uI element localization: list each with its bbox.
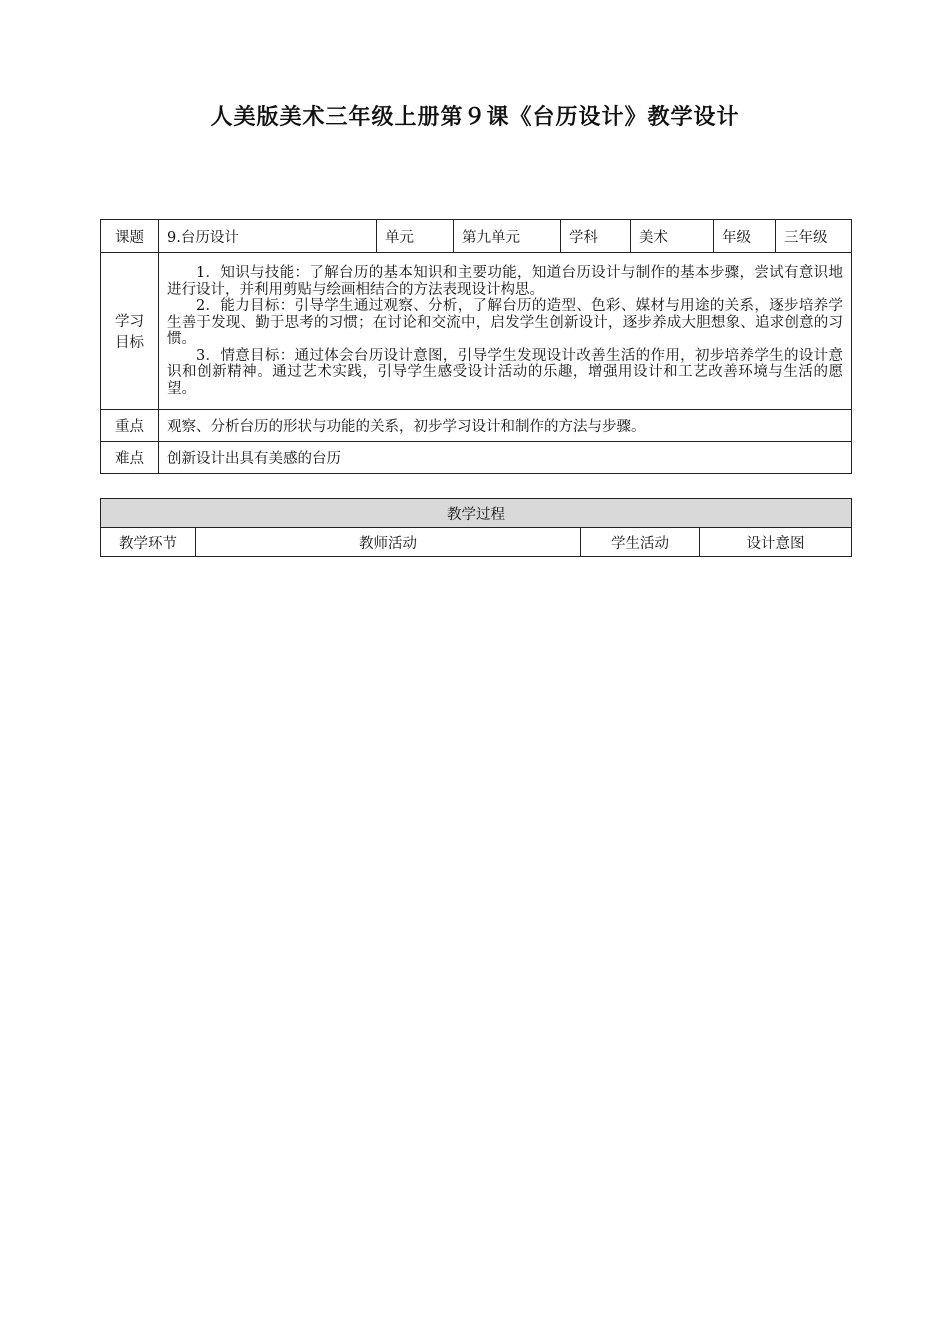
- lesson-label: 课题: [101, 220, 159, 253]
- column-design-intent: 设计意图: [700, 528, 852, 557]
- goals-label-line2: 目标: [115, 335, 144, 351]
- unit-label: 单元: [377, 220, 454, 253]
- document-title: 人美版美术三年级上册第９课《台历设计》教学设计: [210, 105, 740, 130]
- table-row: [101, 410, 852, 442]
- table-row: [101, 253, 852, 410]
- table-row: [101, 528, 852, 557]
- lesson-info-table: [100, 219, 852, 474]
- goal-emotion: 3．情意目标：通过体会台历设计意图，引导学生发现设计改善生活的作用，初步培养学生的设计意识和创新精神。通过艺术实践，引导学生感受设计活动的乐趣，增强用设计和工艺改善环境与生活的愿望。: [167, 347, 843, 397]
- column-stage: 教学环节: [101, 528, 196, 557]
- subject-label: 学科: [561, 220, 631, 253]
- key-point-label: 重点: [101, 410, 159, 442]
- goals-content: [159, 253, 852, 410]
- table-row: [101, 220, 852, 253]
- table-row: [101, 442, 852, 474]
- teaching-process-table: [100, 498, 852, 557]
- column-student-activity: 学生活动: [581, 528, 700, 557]
- table-row: [101, 499, 852, 528]
- grade-label: 年级: [714, 220, 776, 253]
- goal-ability: 2．能力目标：引导学生通过观察、分析，了解台历的造型、色彩、媒材与用途的关系，逐步培养学生善于发现、勤于思考的习惯；在讨论和交流中，启发学生创新设计，逐步养成大胆想象、追求创意的习惯。: [167, 298, 843, 347]
- goals-label-line1: 学习: [115, 314, 144, 330]
- goal-knowledge: 1．知识与技能：了解台历的基本知识和主要功能，知道台历设计与制作的基本步骤，尝试有意识地进行设计，并利用剪贴与绘画相结合的方法表现设计构思。: [167, 265, 843, 298]
- column-teacher-activity: 教师活动: [196, 528, 581, 557]
- difficulty-value: 创新设计出具有美感的台历: [159, 442, 852, 474]
- grade-value: 三年级: [776, 220, 852, 253]
- subject-value: 美术: [631, 220, 714, 253]
- difficulty-label: 难点: [101, 442, 159, 474]
- unit-value: 第九单元: [454, 220, 561, 253]
- key-point-value: 观察、分析台历的形状与功能的关系，初步学习设计和制作的方法与步骤。: [159, 410, 852, 442]
- lesson-value: 9.台历设计: [159, 220, 377, 253]
- goals-label: [101, 253, 159, 410]
- process-header: 教学过程: [101, 499, 852, 528]
